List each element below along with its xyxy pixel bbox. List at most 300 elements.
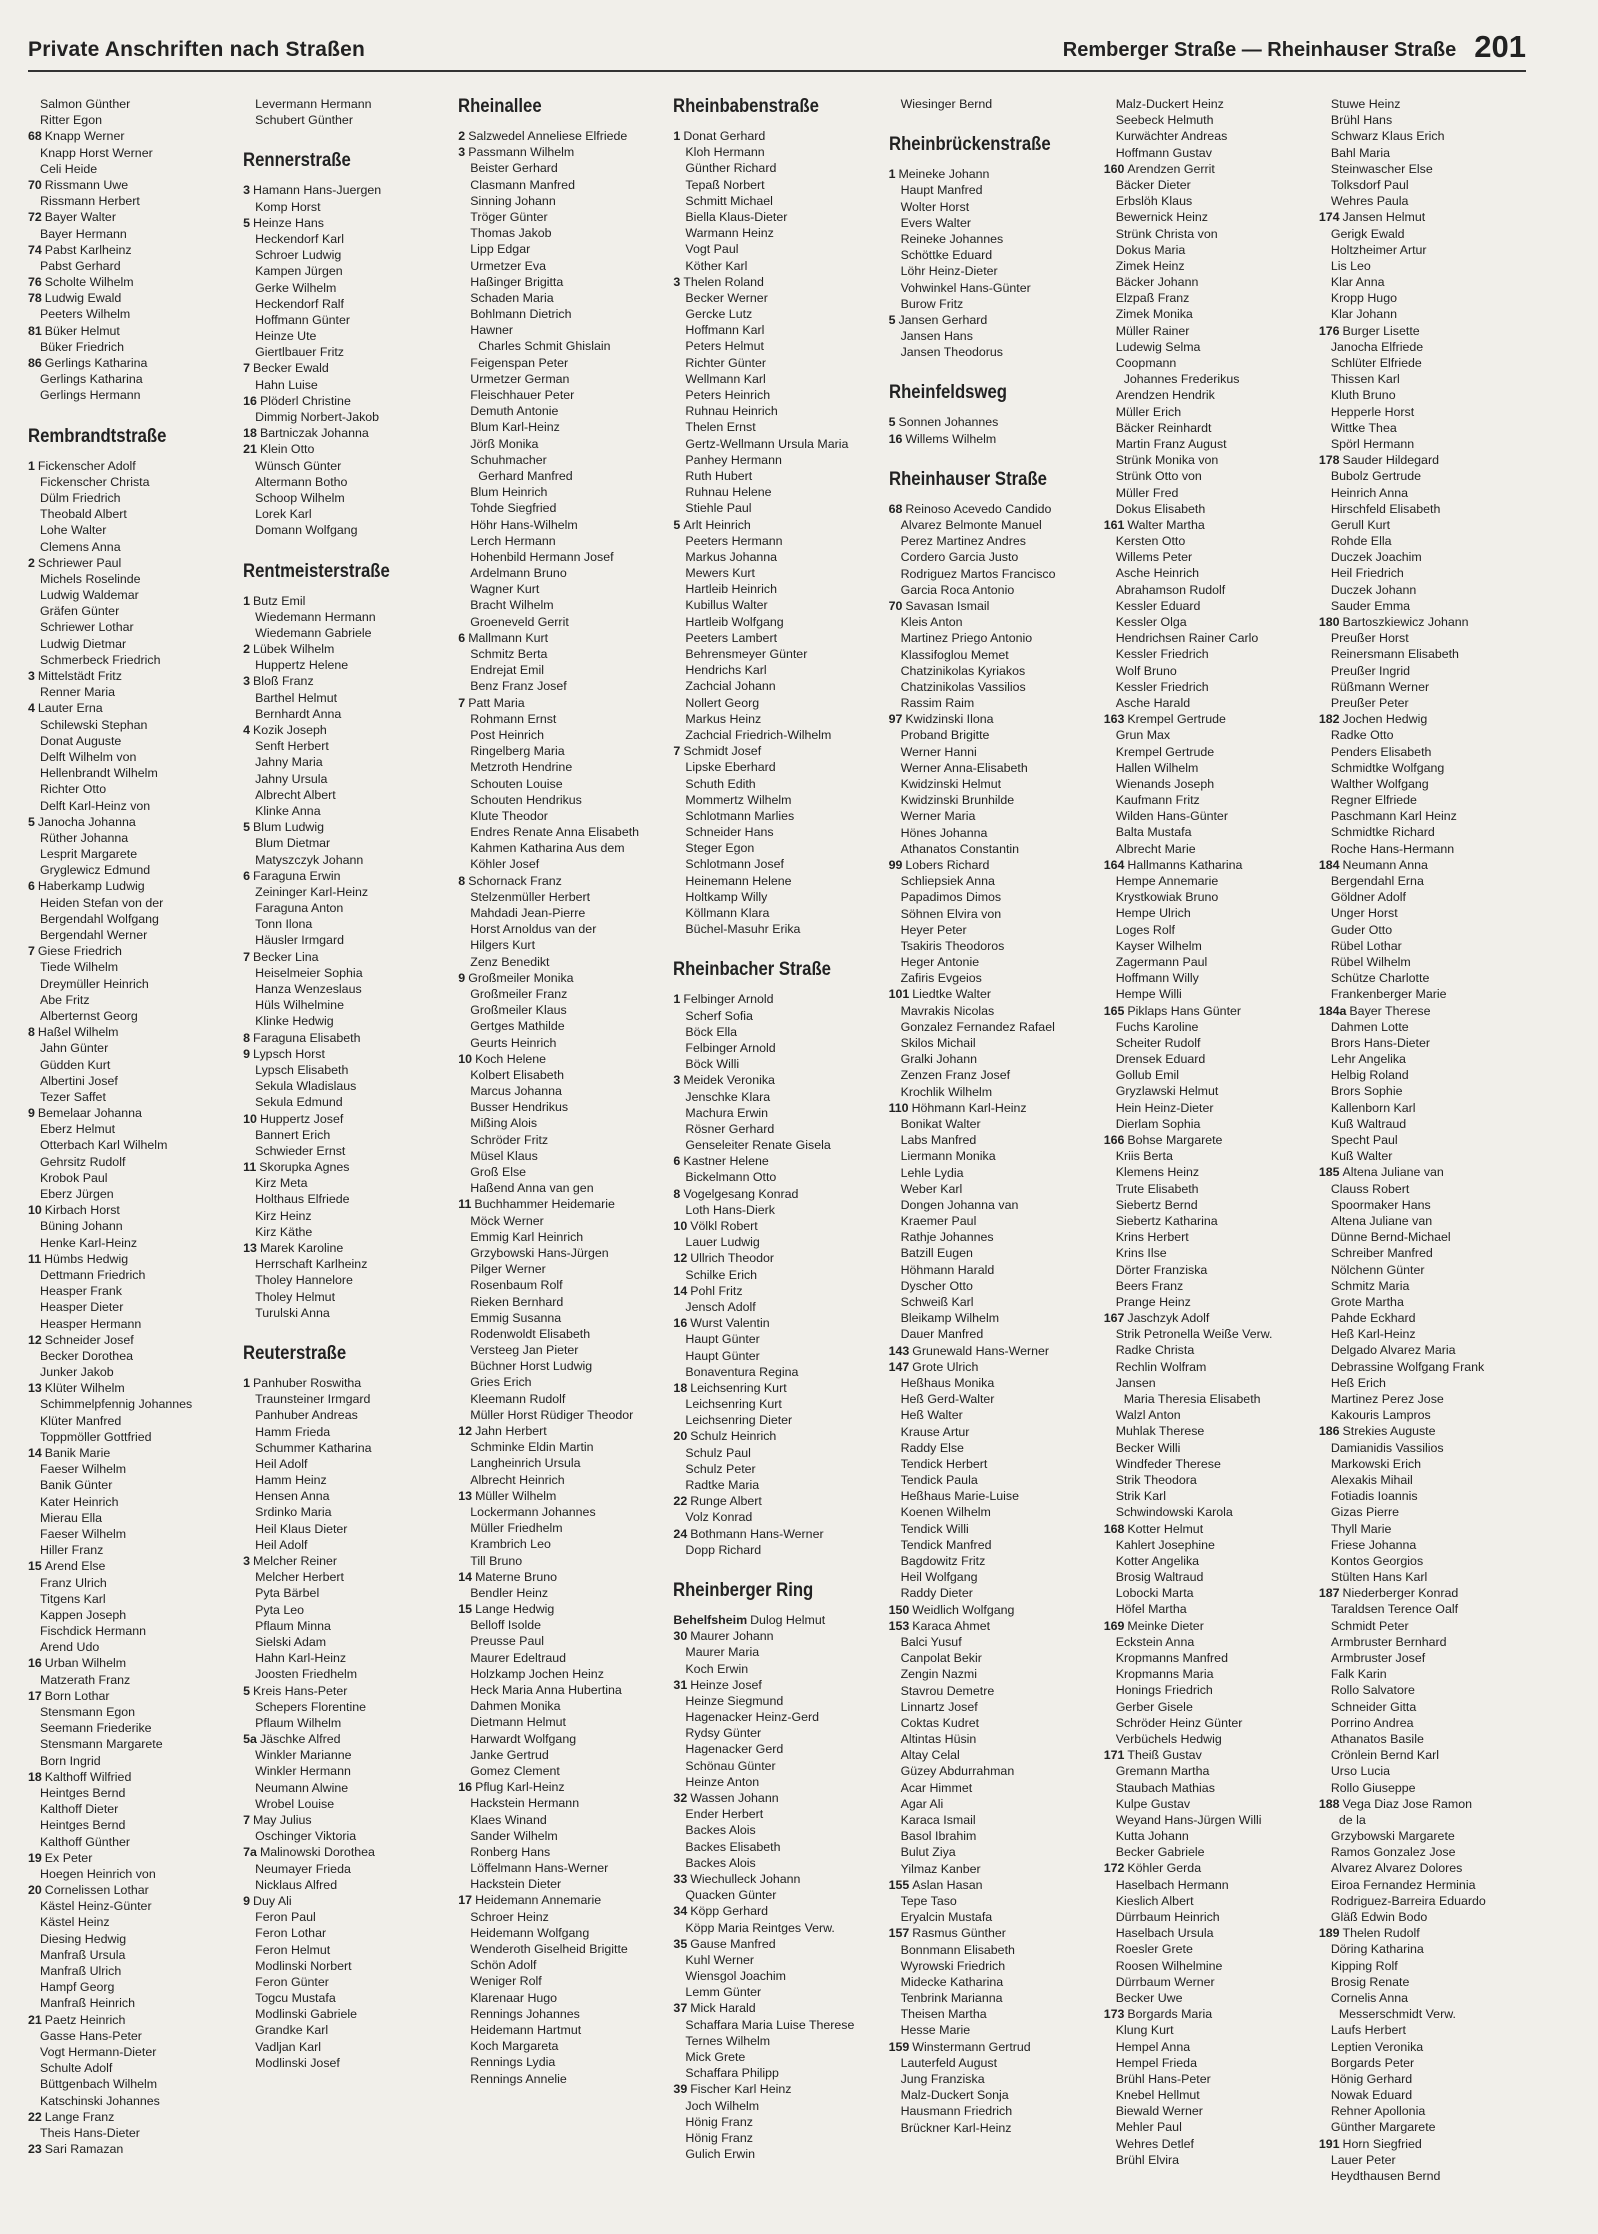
house-number: 7 [28, 944, 35, 959]
resident-name: Clemens Anna [40, 539, 121, 554]
resident-entry [1319, 1100, 1526, 1116]
resident-entry [28, 1137, 235, 1153]
resident-entry [458, 1326, 665, 1342]
listing-column [458, 96, 665, 2206]
resident-entry [458, 1229, 665, 1245]
resident-entry [889, 1148, 1096, 1164]
resident-name: Gollub Emil [1115, 1068, 1180, 1083]
house-number: 173 [1103, 2007, 1125, 2022]
resident-entry [889, 533, 1096, 549]
resident-name: Ludwig Waldemar [40, 588, 139, 603]
resident-name: Nicklaus Alfred [255, 1877, 338, 1892]
resident-name: Dyscher Otto [900, 1278, 973, 1293]
resident-entry [28, 895, 235, 911]
resident-entry [673, 1250, 880, 1266]
resident-name: Heger Antonie [900, 955, 980, 970]
resident-name: Büker Friedrich [40, 339, 125, 354]
resident-entry [673, 1920, 880, 1936]
resident-name: Kallenborn Karl [1330, 1100, 1416, 1115]
resident-entry [28, 1218, 235, 1234]
resident-entry [1319, 371, 1526, 387]
resident-name: Pyta Leo [255, 1602, 305, 1617]
resident-name: Bernhardt Anna [255, 706, 342, 721]
resident-entry [243, 1828, 450, 1844]
resident-entry [673, 1428, 880, 1444]
resident-name: Urmetzer Eva [470, 258, 547, 273]
resident-name: Strik Karl [1115, 1489, 1166, 1504]
resident-entry [889, 1245, 1096, 1261]
resident-entry [458, 1423, 665, 1439]
resident-entry [1319, 905, 1526, 921]
resident-entry [1319, 1650, 1526, 1666]
resident-entry [243, 1537, 450, 1553]
resident-entry [28, 1623, 235, 1639]
resident-name: Schlüter Elfriede [1330, 356, 1422, 370]
resident-entry [673, 1509, 880, 1525]
resident-entry [28, 1639, 235, 1655]
resident-entry [1319, 501, 1526, 517]
resident-entry [1319, 2039, 1526, 2055]
resident-name: Kästel Heinz-Günter [40, 1899, 152, 1914]
house-number: 5 [243, 1683, 251, 1698]
resident-name: Haßend Anna van gen [470, 1181, 594, 1196]
resident-entry [889, 1213, 1096, 1229]
resident-entry [458, 678, 665, 694]
house-number: 163 [1103, 712, 1125, 727]
resident-name: Acar Himmet [900, 1780, 973, 1795]
resident-name: Fleischhauer Peter [470, 388, 575, 402]
resident-entry [889, 938, 1096, 954]
resident-name: Arendzen Hendrik [1115, 388, 1215, 403]
resident-name: Gasse Hans-Peter [40, 2028, 142, 2043]
resident-name: Sekula Edmund [255, 1095, 343, 1110]
resident-name: Rathje Johannes [900, 1230, 994, 1245]
resident-entry [243, 1942, 450, 1958]
resident-entry [28, 684, 235, 700]
resident-entry [1319, 938, 1526, 954]
resident-name: Hempel Anna [1115, 2039, 1191, 2054]
resident-name: Schepers Florentine [255, 1699, 367, 1714]
resident-entry [458, 1488, 665, 1504]
resident-entry [1104, 1181, 1311, 1197]
resident-name: Penders Elisabeth [1330, 744, 1432, 759]
resident-entry [673, 1693, 880, 1709]
resident-entry [28, 1898, 235, 1914]
resident-name: Perez Martinez Andres [900, 534, 1026, 549]
resident-entry [458, 1067, 665, 1083]
resident-name: Giertlbauer Fritz [255, 345, 344, 360]
resident-entry [458, 1407, 665, 1423]
resident-entry [28, 1817, 235, 1833]
resident-name: Krempel Gertrude [1127, 712, 1226, 727]
resident-name: Göldner Adolf [1330, 890, 1406, 905]
resident-entry [458, 128, 665, 144]
resident-name: Alexakis Mihail [1330, 1472, 1413, 1487]
resident-entry [1319, 1941, 1526, 1957]
resident-name: Delft Karl-Heinz von [40, 798, 151, 813]
resident-entry [1104, 1019, 1311, 1035]
resident-entry [889, 1424, 1096, 1440]
resident-name: Stensmann Egon [40, 1705, 136, 1719]
resident-entry [1319, 1601, 1526, 1617]
resident-entry [458, 452, 665, 468]
resident-name: Werner Anna-Elisabeth [900, 760, 1028, 775]
resident-name: Manfraß Ursula [40, 1947, 126, 1962]
resident-entry [889, 1197, 1096, 1213]
resident-entry [889, 517, 1096, 533]
resident-name: Malz-Duckert Sonja [900, 2088, 1009, 2103]
resident-entry [458, 937, 665, 953]
resident-name: Scholte Wilhelm [44, 275, 134, 290]
resident-name: Dimmig Norbert-Jakob [255, 410, 380, 424]
resident-entry [243, 312, 450, 328]
resident-entry [1319, 1699, 1526, 1715]
resident-name: Becker Uwe [1115, 1990, 1183, 2005]
resident-entry [458, 1585, 665, 1601]
resident-name: Schweiß Karl [900, 1295, 974, 1309]
resident-name: Feron Paul [255, 1910, 316, 1925]
resident-name: Faeser Wilhelm [40, 1462, 127, 1477]
resident-entry [889, 1391, 1096, 1407]
listing-column [1104, 96, 1311, 2206]
resident-name: Honings Friedrich [1115, 1683, 1213, 1698]
resident-entry [243, 1683, 450, 1699]
resident-name: Endres Renate Anna Elisabeth [470, 825, 640, 840]
resident-name: Joch Wilhelm [685, 2098, 760, 2113]
resident-entry [673, 1186, 880, 1202]
resident-name: Haupt Manfred [900, 183, 983, 198]
resident-name: Bergendahl Wolfgang [40, 911, 159, 926]
resident-name: Hellenbrandt Wilhelm [40, 766, 158, 781]
resident-entry [458, 1957, 665, 1973]
resident-entry [243, 1974, 450, 1990]
resident-name: Gerull Kurt [1330, 517, 1391, 532]
house-number: 15 [458, 1602, 473, 1617]
resident-name: Kozik Joseph [253, 723, 327, 737]
resident-entry [243, 641, 450, 657]
resident-name: Modlinski Josef [255, 2055, 340, 2070]
resident-name: Wurst Valentin [690, 1316, 770, 1331]
resident-name: Unger Horst [1330, 906, 1398, 921]
resident-name: May Julius [253, 1813, 312, 1827]
resident-name: Blum Dietmar [255, 836, 331, 851]
resident-name: Strünk Monika von [1115, 453, 1219, 468]
resident-entry [889, 1051, 1096, 1067]
resident-name: Asche Heinrich [1115, 566, 1200, 581]
resident-entry [673, 1709, 880, 1725]
resident-name: Dokus Maria [1115, 242, 1186, 257]
resident-entry [243, 1958, 450, 1974]
resident-name: Vega Diaz Jose Ramon [1342, 1796, 1473, 1811]
resident-name: Kotter Angelika [1115, 1553, 1200, 1568]
resident-name: Hagenacker Gerd [685, 1742, 784, 1757]
resident-entry [889, 1909, 1096, 1925]
resident-entry [28, 1607, 235, 1623]
resident-entry [673, 873, 880, 889]
resident-name: Weyand Hans-Jürgen Willi [1115, 1812, 1262, 1827]
resident-name: Richter Günter [685, 355, 766, 370]
house-number: 6 [243, 868, 251, 883]
resident-name: Hilgers Kurt [470, 938, 536, 953]
resident-entry [28, 1995, 235, 2011]
resident-name: Eiroa Fernandez Herminia [1330, 1877, 1476, 1892]
resident-name: Büchel-Masuhr Erika [685, 922, 801, 937]
resident-name: Heinrich Anna [1330, 485, 1408, 500]
resident-entry [889, 296, 1096, 312]
resident-entry [1319, 436, 1526, 452]
house-number: 99 [888, 857, 903, 872]
resident-name: Prange Heinz [1115, 1294, 1191, 1309]
resident-entry [1319, 112, 1526, 128]
resident-entry [28, 1866, 235, 1882]
resident-entry [673, 1477, 880, 1493]
resident-name: Franz Ulrich [40, 1575, 107, 1590]
house-number: 1 [243, 1375, 251, 1390]
resident-name: Liermann Monika [900, 1149, 996, 1164]
resident-entry [1319, 2006, 1526, 2022]
resident-name: Raddy Else [900, 1440, 964, 1455]
resident-name: Blum Karl-Heinz [470, 420, 560, 435]
resident-entry [1319, 209, 1526, 225]
resident-entry [889, 2039, 1096, 2055]
resident-name: Rennings Annelie [470, 2071, 567, 2086]
resident-entry [243, 916, 450, 932]
resident-name: Groß Else [470, 1165, 527, 1179]
house-number: 8 [458, 873, 466, 888]
resident-name: Gerigk Ewald [1330, 226, 1405, 241]
resident-entry [1104, 420, 1311, 436]
resident-name: Lipske Eberhard [685, 760, 776, 775]
house-number: 1 [673, 992, 681, 1007]
resident-name: Wenderoth Giselheid Brigitte [470, 1942, 628, 1956]
house-number: 7 [458, 695, 466, 710]
resident-name: Kwidzinski Ilona [905, 712, 994, 727]
resident-entry [1319, 485, 1526, 501]
resident-entry [889, 792, 1096, 808]
resident-entry [458, 2006, 665, 2022]
resident-name: Athanatos Constantin [900, 841, 1020, 856]
resident-name: Alvarez Alvarez Dolores [1330, 1861, 1463, 1876]
resident-entry [458, 1617, 665, 1633]
resident-name: Skilos Michail [900, 1036, 976, 1050]
resident-name: Cordero Garcia Justo [900, 550, 1019, 565]
resident-entry [243, 1062, 450, 1078]
resident-entry [458, 1148, 665, 1164]
resident-entry [28, 976, 235, 992]
resident-entry [1104, 598, 1311, 614]
resident-name: Becker Werner [685, 290, 768, 305]
resident-entry [1319, 1310, 1526, 1326]
resident-entry [243, 1844, 450, 1860]
resident-name: Dülm Friedrich [40, 490, 121, 505]
house-number: 8 [673, 1186, 681, 1201]
resident-name: Alberternst Georg [40, 1008, 138, 1023]
resident-name: Heiden Stefan von der [40, 895, 164, 910]
resident-entry [673, 1542, 880, 1558]
resident-entry [458, 1553, 665, 1569]
resident-name: Büchner Horst Ludwig [470, 1359, 593, 1374]
resident-entry [889, 199, 1096, 215]
resident-entry [28, 1672, 235, 1688]
resident-entry [889, 1763, 1096, 1779]
resident-name: Weber Karl [900, 1181, 963, 1196]
resident-entry [889, 1666, 1096, 1682]
resident-entry [1319, 1197, 1526, 1213]
resident-name: Sonnen Johannes [898, 415, 999, 430]
house-number: 153 [888, 1618, 910, 1633]
resident-name: Faraguna Erwin [253, 868, 341, 883]
resident-entry [1319, 1019, 1526, 1035]
resident-entry [1104, 517, 1311, 533]
resident-name: Schulz Heinrich [690, 1429, 777, 1444]
resident-name: Köther Karl [685, 258, 748, 273]
resident-entry [673, 1056, 880, 1072]
resident-name: Walter Martha [1127, 517, 1205, 532]
resident-entry [243, 771, 450, 787]
resident-entry [1319, 663, 1526, 679]
street-heading: Rheinfeldsweg [888, 382, 1007, 404]
resident-name: Thomas Jakob [470, 226, 552, 241]
resident-name: Schlotmann Marlies [685, 808, 795, 823]
resident-entry [673, 1218, 880, 1234]
house-number: 5 [243, 820, 251, 835]
resident-name: Loges Rolf [1115, 922, 1175, 937]
resident-name: Liedtke Walter [912, 987, 991, 1002]
resident-entry [889, 1877, 1096, 1893]
resident-entry [673, 1380, 880, 1396]
resident-entry [458, 1083, 665, 1099]
resident-name: Gralki Johann [900, 1052, 978, 1067]
resident-name: Müller Horst Rüdiger Theodor [470, 1407, 634, 1422]
house-number: 184a [1318, 1003, 1347, 1018]
resident-entry [458, 1391, 665, 1407]
resident-entry [28, 112, 235, 128]
resident-entry [673, 1968, 880, 1984]
resident-entry [243, 1650, 450, 1666]
resident-name: Malz-Duckert Heinz [1115, 97, 1224, 111]
resident-name: Rodriguez Martos Francisco [900, 566, 1056, 581]
resident-name: Till Bruno [470, 1553, 523, 1568]
resident-name: Eryalcin Mustafa [900, 1910, 993, 1925]
resident-entry [243, 593, 450, 609]
resident-name: Bayer Walter [44, 210, 116, 225]
resident-entry [1104, 1747, 1311, 1763]
resident-name: Tendick Willi [900, 1521, 969, 1536]
resident-name: Abrahamson Rudolf [1115, 582, 1226, 597]
resident-name: Jenschke Klara [685, 1089, 771, 1104]
house-number: 8 [28, 1025, 35, 1040]
resident-name: Becker Dorothea [40, 1348, 133, 1363]
resident-entry [889, 1925, 1096, 1941]
house-number: 2 [458, 129, 466, 143]
resident-entry [1319, 1844, 1526, 1860]
resident-name: Hepperle Horst [1330, 404, 1415, 419]
resident-entry [243, 690, 450, 706]
resident-name: Bendler Heinz [470, 1585, 549, 1600]
house-number: 5 [673, 517, 681, 532]
resident-entry [889, 1084, 1096, 1100]
resident-name: Schön Adolf [470, 1958, 537, 1973]
resident-name: Turulski Anna [255, 1305, 330, 1320]
resident-name: Hallmanns Katharina [1127, 857, 1243, 872]
resident-name: Busser Hendrikus [470, 1100, 569, 1115]
house-number: 147 [888, 1359, 910, 1374]
resident-name: Klein Otto [259, 442, 315, 457]
resident-entry [1319, 1731, 1526, 1747]
resident-name: Hönig Franz [685, 2114, 753, 2129]
resident-name: Kleemann Rudolf [470, 1391, 566, 1406]
resident-name: Heß Karl-Heinz [1330, 1327, 1416, 1342]
resident-entry [673, 2130, 880, 2146]
house-number: 11 [458, 1197, 472, 1212]
resident-name: Leptien Veronika [1330, 2039, 1424, 2054]
resident-entry [1319, 193, 1526, 209]
resident-name: Falk Karin [1330, 1667, 1387, 1682]
resident-entry [889, 695, 1096, 711]
resident-entry [1319, 1359, 1526, 1375]
resident-name: Rechlin Wolfram [1115, 1359, 1207, 1374]
resident-entry [1319, 1585, 1526, 1601]
house-number: 3 [28, 669, 35, 683]
resident-entry [243, 199, 450, 215]
resident-entry [1104, 485, 1311, 501]
resident-name: Gercke Lutz [685, 307, 753, 322]
resident-name: Kleis Anton [900, 615, 963, 630]
resident-name: Ex Peter [44, 1850, 93, 1865]
resident-entry [889, 1634, 1096, 1650]
resident-name: Sari Ramazan [44, 2142, 124, 2157]
resident-entry [673, 452, 880, 468]
resident-name: Lobers Richard [905, 857, 990, 872]
resident-entry [458, 1973, 665, 1989]
resident-name: Patt Maria [468, 695, 525, 710]
resident-name: Dopp Richard [685, 1542, 762, 1557]
resident-entry [1104, 1278, 1311, 1294]
resident-entry [28, 1396, 235, 1412]
resident-name: Gehrsitz Rudolf [40, 1154, 126, 1169]
resident-entry [673, 1024, 880, 1040]
resident-name: Proband Brigitte [900, 728, 990, 743]
resident-entry [1319, 954, 1526, 970]
resident-entry [243, 835, 450, 851]
resident-entry [458, 533, 665, 549]
resident-name: Markus Heinz [685, 711, 762, 726]
resident-entry [458, 856, 665, 872]
resident-name: Friese Johanna [1330, 1537, 1417, 1552]
resident-name: Schouten Louise [470, 776, 563, 791]
resident-entry [889, 598, 1096, 614]
resident-entry [1319, 1456, 1526, 1472]
resident-name: Senft Herbert [255, 739, 329, 754]
resident-entry [28, 717, 235, 733]
resident-name: Pabst Gerhard [40, 258, 121, 273]
resident-name: Duczek Joachim [1330, 550, 1422, 565]
resident-name: Rehner Apollonia [1330, 2104, 1426, 2119]
resident-entry [458, 1035, 665, 1051]
resident-name: Brühl Hans [1330, 113, 1393, 128]
resident-name: Lesprit Margarete [40, 847, 138, 862]
resident-entry [889, 1132, 1096, 1148]
house-number: 165 [1103, 1003, 1125, 1018]
resident-name: Kolbert Elisabeth [470, 1067, 564, 1082]
resident-name: Thelen Ernst [685, 420, 756, 435]
resident-name: Heinze Hans [253, 215, 324, 230]
resident-entry [1319, 242, 1526, 258]
resident-name: Kuhl Werner [685, 1952, 755, 1967]
resident-entry [28, 636, 235, 652]
resident-entry [458, 1941, 665, 1957]
resident-name: Brors Sophie [1330, 1084, 1403, 1099]
